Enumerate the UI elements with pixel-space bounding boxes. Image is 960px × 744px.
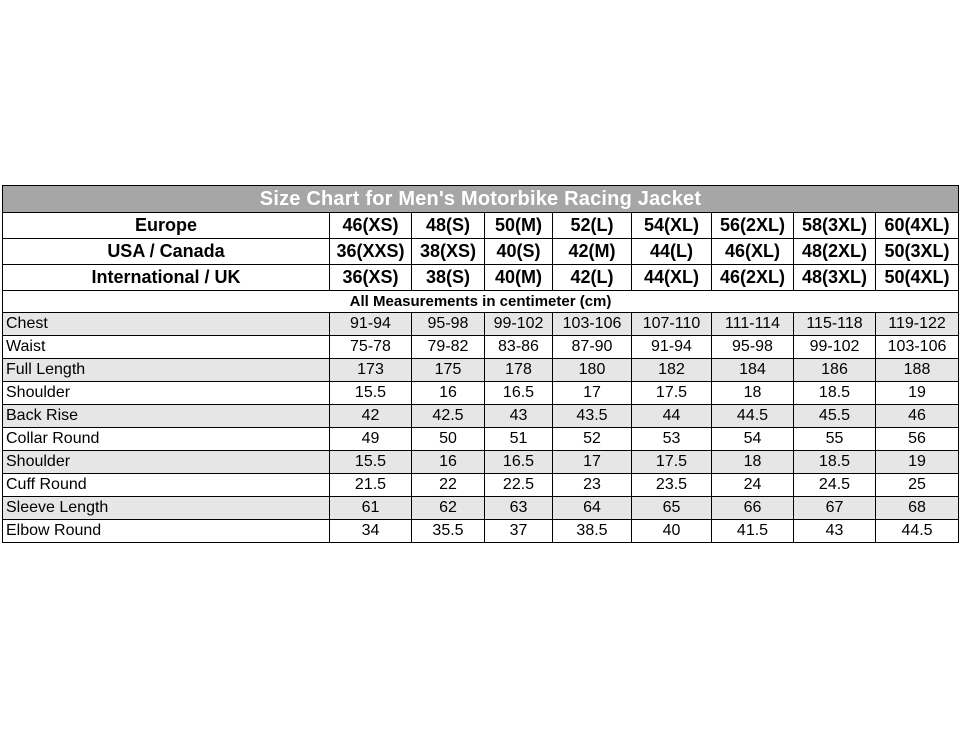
measurement-row <box>3 313 959 336</box>
units-note: All Measurements in centimeter (cm) <box>3 291 959 313</box>
table-cell: 43 <box>485 405 553 428</box>
table-cell: 115-118 <box>794 313 876 336</box>
title-row <box>3 186 959 213</box>
table-cell: 56(2XL) <box>712 213 794 239</box>
table-cell: 56 <box>876 428 959 451</box>
measurement-row <box>3 336 959 359</box>
table-cell: 36(XS) <box>330 265 412 291</box>
table-cell: 49 <box>330 428 412 451</box>
table-cell: 64 <box>553 497 632 520</box>
table-cell: 52 <box>553 428 632 451</box>
table-cell: 43.5 <box>553 405 632 428</box>
table-cell: 95-98 <box>712 336 794 359</box>
table-cell: 15.5 <box>330 382 412 405</box>
measurement-row <box>3 428 959 451</box>
table-cell: 44.5 <box>876 520 959 543</box>
table-cell: 99-102 <box>485 313 553 336</box>
table-cell: 66 <box>712 497 794 520</box>
table-cell: 22.5 <box>485 474 553 497</box>
units-note-row <box>3 291 959 313</box>
table-cell: 111-114 <box>712 313 794 336</box>
table-cell: 23.5 <box>632 474 712 497</box>
table-cell: 65 <box>632 497 712 520</box>
size-row <box>3 213 959 239</box>
table-cell: 178 <box>485 359 553 382</box>
table-cell: 107-110 <box>632 313 712 336</box>
table-cell: 119-122 <box>876 313 959 336</box>
row-label: Chest <box>3 313 330 336</box>
table-cell: 46 <box>876 405 959 428</box>
table-cell: 48(2XL) <box>794 239 876 265</box>
measurement-row <box>3 451 959 474</box>
table-cell: 46(2XL) <box>712 265 794 291</box>
table-cell: 16.5 <box>485 451 553 474</box>
row-label: Europe <box>3 213 330 239</box>
table-cell: 87-90 <box>553 336 632 359</box>
table-cell: 42.5 <box>412 405 485 428</box>
row-label: Collar Round <box>3 428 330 451</box>
table-cell: 44.5 <box>712 405 794 428</box>
table-cell: 53 <box>632 428 712 451</box>
table-cell: 50(M) <box>485 213 553 239</box>
table-cell: 46(XS) <box>330 213 412 239</box>
table-cell: 175 <box>412 359 485 382</box>
table-cell: 103-106 <box>876 336 959 359</box>
table-cell: 79-82 <box>412 336 485 359</box>
table-cell: 19 <box>876 382 959 405</box>
table-cell: 186 <box>794 359 876 382</box>
table-cell: 17.5 <box>632 382 712 405</box>
size-row <box>3 239 959 265</box>
row-label: Shoulder <box>3 451 330 474</box>
measurement-row <box>3 359 959 382</box>
table-cell: 180 <box>553 359 632 382</box>
table-cell: 16 <box>412 451 485 474</box>
table-cell: 48(S) <box>412 213 485 239</box>
table-cell: 50(3XL) <box>876 239 959 265</box>
table-cell: 50 <box>412 428 485 451</box>
row-label: Waist <box>3 336 330 359</box>
table-cell: 188 <box>876 359 959 382</box>
table-cell: 18.5 <box>794 382 876 405</box>
table-cell: 54 <box>712 428 794 451</box>
table-cell: 37 <box>485 520 553 543</box>
measurement-row <box>3 382 959 405</box>
table-cell: 17.5 <box>632 451 712 474</box>
table-cell: 17 <box>553 382 632 405</box>
table-cell: 15.5 <box>330 451 412 474</box>
size-chart-table <box>2 185 959 543</box>
table-cell: 21.5 <box>330 474 412 497</box>
table-cell: 23 <box>553 474 632 497</box>
table-cell: 42 <box>330 405 412 428</box>
table-cell: 24.5 <box>794 474 876 497</box>
row-label: USA / Canada <box>3 239 330 265</box>
table-cell: 18.5 <box>794 451 876 474</box>
table-cell: 16 <box>412 382 485 405</box>
table-cell: 22 <box>412 474 485 497</box>
table-cell: 83-86 <box>485 336 553 359</box>
table-cell: 38(S) <box>412 265 485 291</box>
table-cell: 91-94 <box>330 313 412 336</box>
table-cell: 58(3XL) <box>794 213 876 239</box>
table-cell: 48(3XL) <box>794 265 876 291</box>
table-cell: 184 <box>712 359 794 382</box>
row-label: Elbow Round <box>3 520 330 543</box>
table-cell: 44(L) <box>632 239 712 265</box>
table-cell: 173 <box>330 359 412 382</box>
table-cell: 40 <box>632 520 712 543</box>
table-cell: 40(M) <box>485 265 553 291</box>
size-row <box>3 265 959 291</box>
table-cell: 42(M) <box>553 239 632 265</box>
table-cell: 68 <box>876 497 959 520</box>
table-cell: 46(XL) <box>712 239 794 265</box>
table-cell: 63 <box>485 497 553 520</box>
table-cell: 17 <box>553 451 632 474</box>
table-cell: 62 <box>412 497 485 520</box>
table-cell: 60(4XL) <box>876 213 959 239</box>
measurement-row <box>3 474 959 497</box>
size-chart <box>2 185 958 543</box>
table-cell: 19 <box>876 451 959 474</box>
row-label: Sleeve Length <box>3 497 330 520</box>
table-cell: 16.5 <box>485 382 553 405</box>
table-cell: 38.5 <box>553 520 632 543</box>
table-cell: 99-102 <box>794 336 876 359</box>
table-cell: 24 <box>712 474 794 497</box>
table-cell: 50(4XL) <box>876 265 959 291</box>
table-cell: 103-106 <box>553 313 632 336</box>
table-cell: 34 <box>330 520 412 543</box>
table-cell: 43 <box>794 520 876 543</box>
table-cell: 182 <box>632 359 712 382</box>
table-cell: 95-98 <box>412 313 485 336</box>
chart-title: Size Chart for Men's Motorbike Racing Jacket <box>3 186 959 213</box>
table-cell: 42(L) <box>553 265 632 291</box>
table-cell: 40(S) <box>485 239 553 265</box>
table-cell: 45.5 <box>794 405 876 428</box>
table-cell: 61 <box>330 497 412 520</box>
row-label: Cuff Round <box>3 474 330 497</box>
table-cell: 52(L) <box>553 213 632 239</box>
table-cell: 41.5 <box>712 520 794 543</box>
table-cell: 44(XL) <box>632 265 712 291</box>
table-cell: 18 <box>712 382 794 405</box>
row-label: International / UK <box>3 265 330 291</box>
table-cell: 55 <box>794 428 876 451</box>
table-cell: 25 <box>876 474 959 497</box>
table-cell: 44 <box>632 405 712 428</box>
measurement-row <box>3 405 959 428</box>
measurement-row <box>3 497 959 520</box>
table-cell: 75-78 <box>330 336 412 359</box>
measurement-row <box>3 520 959 543</box>
table-cell: 54(XL) <box>632 213 712 239</box>
table-cell: 35.5 <box>412 520 485 543</box>
table-cell: 51 <box>485 428 553 451</box>
table-cell: 18 <box>712 451 794 474</box>
table-cell: 36(XXS) <box>330 239 412 265</box>
table-cell: 91-94 <box>632 336 712 359</box>
table-cell: 38(XS) <box>412 239 485 265</box>
row-label: Full Length <box>3 359 330 382</box>
row-label: Back Rise <box>3 405 330 428</box>
row-label: Shoulder <box>3 382 330 405</box>
table-cell: 67 <box>794 497 876 520</box>
